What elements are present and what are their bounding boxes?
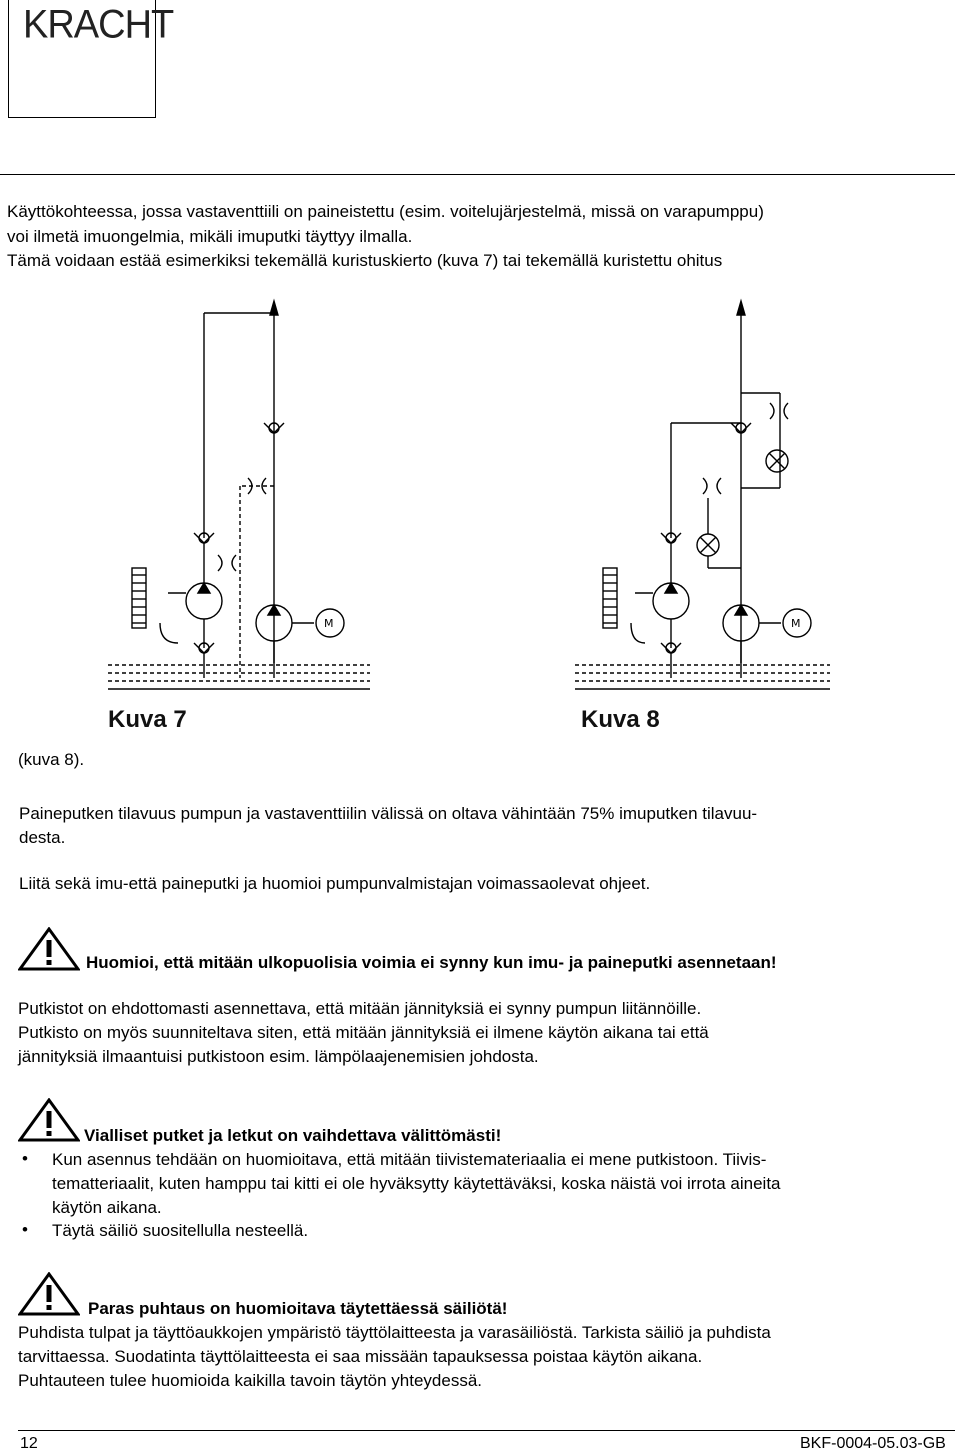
page-number: 12 — [20, 1435, 38, 1452]
bullet-2-text: Täytä säiliö suositellulla nesteellä. — [52, 1221, 309, 1240]
warning-triangle-icon — [18, 1098, 80, 1142]
bullet-1-line-2: tematteriaalit, kuten hamppu tai kitti ei ole hyväksytty käytettäväksi, koska näistä voi irrota aineita — [52, 1174, 781, 1193]
pipes-line-1: Putkistot on ehdottomasti asennettava, että mitään jännityksiä ei synny pumpun liitännöille. — [18, 999, 702, 1018]
volume-line-1: Paineputken tilavuus pumpun ja vastaventtiilin välissä on oltava vähintään 75% imuputken tilavuu- — [19, 804, 758, 823]
figure-kuva-7 — [108, 293, 373, 703]
connect-paragraph: Liitä sekä imu-että paineputki ja huomioi pumpunvalmistajan voimassaolevat ohjeet. — [19, 874, 651, 893]
intro-line-4: (kuva 8). — [18, 750, 85, 769]
motor-label-right: M — [791, 617, 801, 630]
footer-divider — [18, 1430, 955, 1431]
clean-line-3: Puhtauteen tulee huomioida kaikilla tavoin täytön yhteydessä. — [18, 1371, 483, 1390]
intro-line-3: Tämä voidaan estää esimerkiksi tekemällä kuristuskierto (kuva 7) tai tekemällä kuristettu ohitus — [7, 251, 723, 270]
intro-line-2: voi ilmetä imuongelmia, mikäli imuputki täyttyy ilmalla. — [7, 227, 413, 246]
company-logo: KRACHT — [23, 2, 174, 48]
figure-kuva-8 — [575, 293, 837, 703]
volume-line-2: desta. — [19, 828, 66, 847]
warning-triangle-icon — [18, 1272, 80, 1316]
bullet-1-line-1: Kun asennus tehdään on huomioitava, että mitään tiivistemateriaalia ei mene putkistoon. Tiivis- — [52, 1150, 767, 1169]
bullet-dot: • — [22, 1220, 28, 1239]
motor-label-left: M — [324, 617, 334, 630]
warning-1-text: Huomioi, että mitään ulkopuolisia voimia ei synny kun imu- ja paineputki asennetaan! — [86, 953, 777, 972]
bullet-1-line-3: käytön aikana. — [52, 1198, 162, 1217]
figure-caption-kuva-8: Kuva 8 — [581, 706, 660, 733]
clean-line-1: Puhdista tulpat ja täyttöaukkojen ympäristö täyttölaitteesta ja varasäiliöstä. Tarkista säiliö ja puhdista — [18, 1323, 771, 1342]
warning-3-text: Paras puhtaus on huomioitava täytettäessä säiliötä! — [88, 1299, 508, 1318]
warning-2-text: Vialliset putket ja letkut on vaihdettava välittömästi! — [84, 1126, 502, 1145]
document-code: BKF-0004-05.03-GB — [800, 1435, 946, 1452]
clean-line-2: tarvittaessa. Suodatinta täyttölaitteesta ei saa missään tapauksessa poistaa käytön aikana. — [18, 1347, 703, 1366]
pipes-line-3: jännityksiä ilmaantuisi putkistoon esim. lämpölaajenemisien johdosta. — [18, 1047, 539, 1066]
warning-triangle-icon — [18, 927, 80, 971]
header-divider — [0, 174, 955, 175]
intro-line-1: Käyttökohteessa, jossa vastaventtiili on paineistettu (esim. voitelujärjestelmä, missä on varapumppu) — [7, 202, 764, 221]
logo-box — [8, 0, 174, 118]
bullet-dot: • — [22, 1149, 28, 1168]
figure-caption-kuva-7: Kuva 7 — [108, 706, 187, 733]
pipes-line-2: Putkisto on myös suunniteltava siten, että mitään jännityksiä ei ilmene käytön aikana tai että — [18, 1023, 709, 1042]
